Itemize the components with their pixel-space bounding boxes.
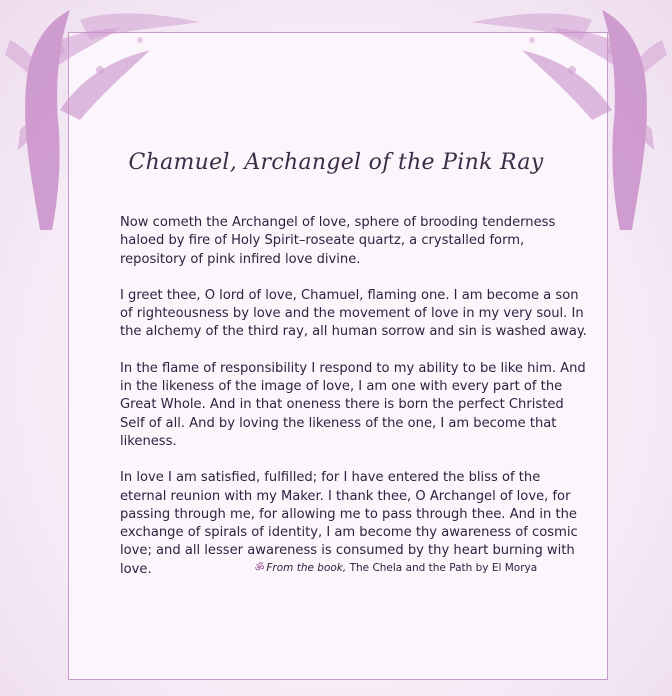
- page-title: Chamuel, Archangel of the Pink Ray: [128, 150, 544, 175]
- om-symbol-icon: ॐ: [254, 562, 265, 574]
- paragraph: I greet thee, O lord of love, Chamuel, flaming one. I am become a son of righteousness by love and the movement of love in my very soul. In the alchemy of the third ray, all human sorrow and sin is washed away.: [120, 287, 587, 340]
- attribution-source: The Chela and the Path by El Morya: [346, 562, 538, 574]
- paragraph: In the flame of responsibility I respond to my ability to be like him. And in the likeness of the image of love, I am one with every part of the Great Whole. And in that oneness there is born the perfect Christed Self of all. And by loving the likeness of the one, I am become that likeness.: [120, 360, 586, 449]
- paragraph: Now cometh the Archangel of love, sphere of brooding tenderness haloed by fire of Holy Spirit–roseate quartz, a crystalled form, repository of pink infired love divine.: [120, 215, 556, 267]
- attribution-lead: From the book,: [266, 562, 347, 574]
- paragraph: In love I am satisfied, fulfilled; for I have entered the bliss of the eternal reunion with my Maker. I thank thee, O Archangel of love, for passing through me, for allowing me to pass through thee. And in the exchange of spirals of identity, I am become thy awareness of cosmic love; and all lesser awareness is consumed by thy heart burning with love.: [120, 470, 578, 577]
- text-body: [120, 214, 590, 597]
- source-attribution: [0, 561, 672, 575]
